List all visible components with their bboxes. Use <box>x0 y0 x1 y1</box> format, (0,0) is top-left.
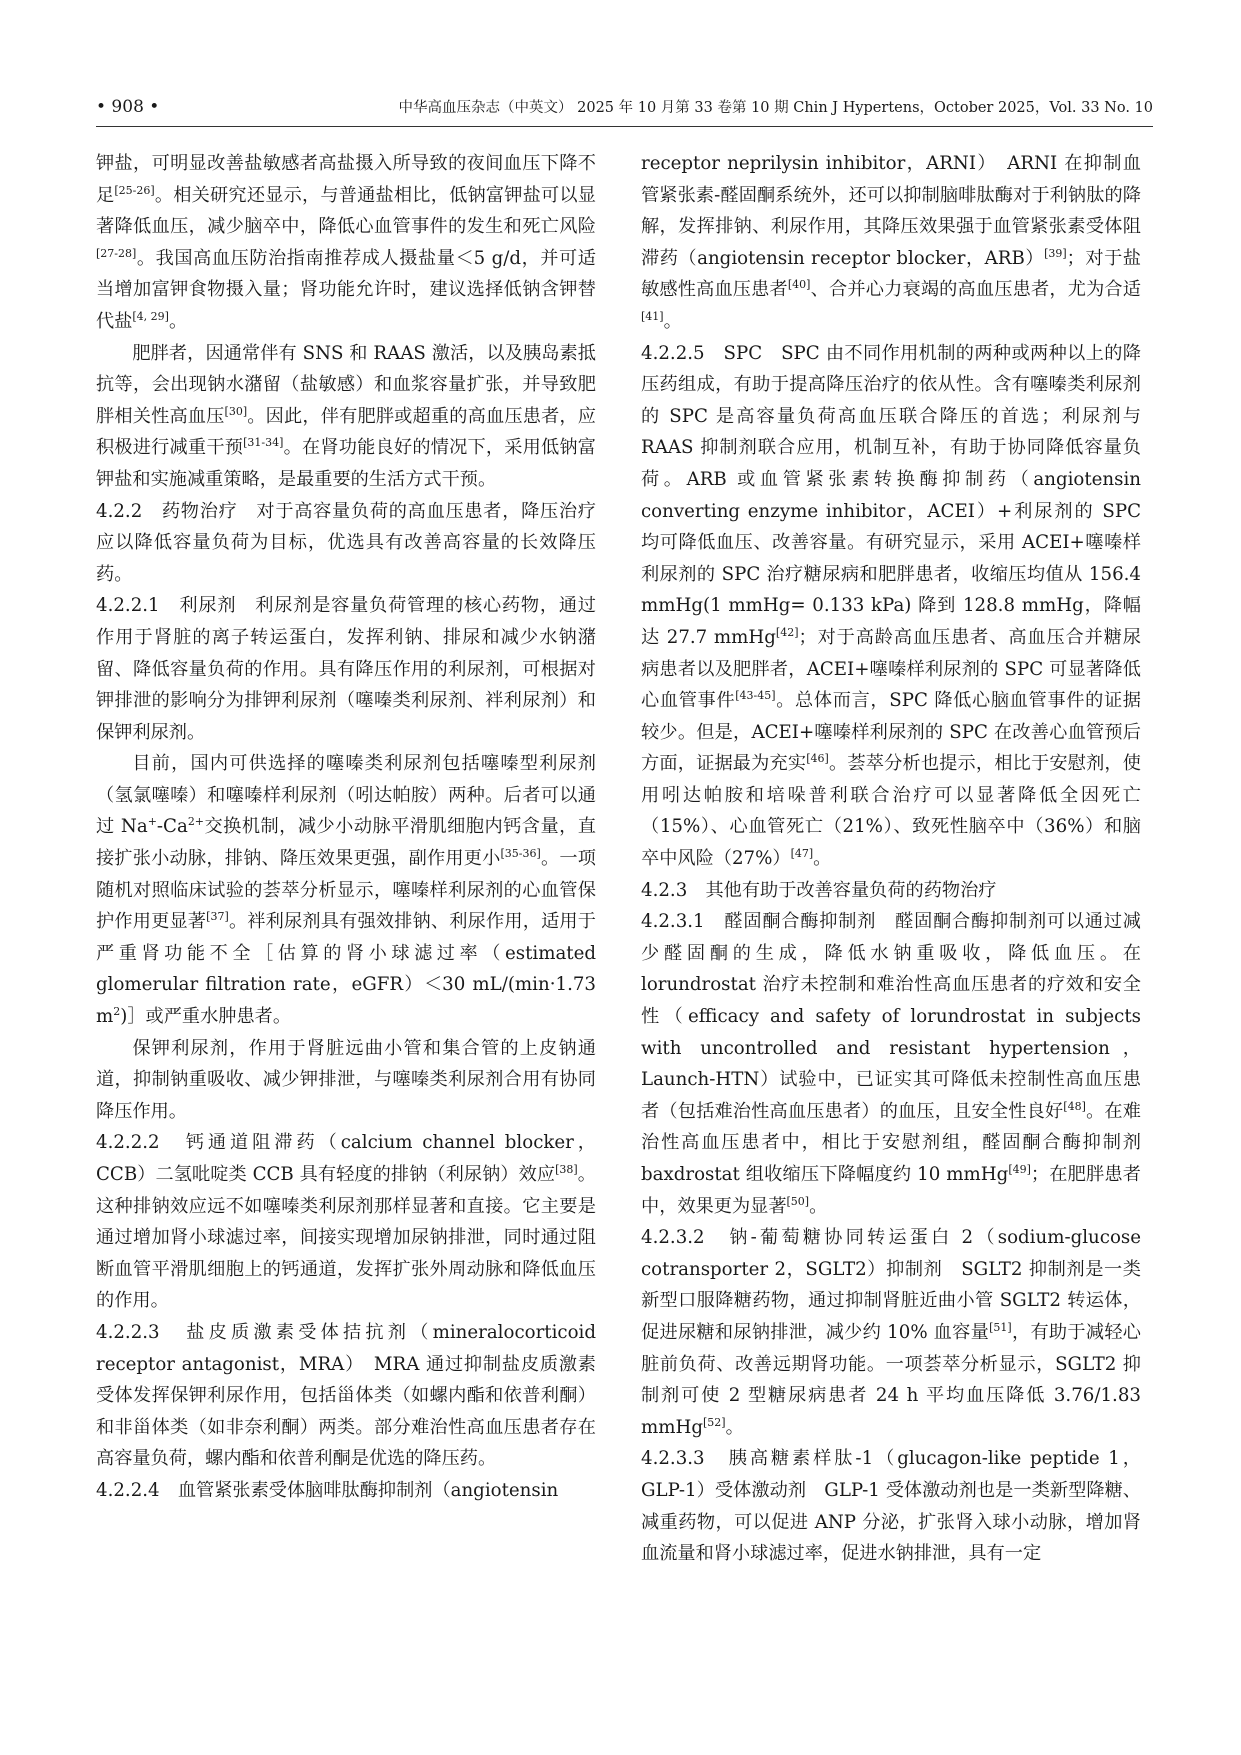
text-run: -Ca <box>156 816 188 838</box>
text-run: ；对于高龄高血压患者、高血压合并糖尿病患者以及肥胖者，ACEI+噻嗪样利尿剂的 SPC 可显著降低心血管事件 <box>641 626 1141 712</box>
text-run: 4.2.3.3 胰高糖素样肽-1（glucagon-like peptide 1，GLP-1）受体激动剂 GLP-1 受体激动剂也是一类新型降糖、减重药物，可以促进 ANP 分泌，扩张肾入球小动脉，增加肾血流量和肾小球滤过率，促进水钠排泄，具有一定 <box>641 1448 1141 1565</box>
text-run: 。相关研究还显示，与普通盐相比，低钠富钾盐可以显著降低血压，减少脑卒中，降低心血管事件的发生和死亡风险 <box>96 184 596 238</box>
text-run: 4.2.2.3 盐皮质激素受体拮抗剂（mineralocorticoid receptor antagonist，MRA） MRA 通过抑制盐皮质激素受体发挥保钾利尿作用，包括甾体类（如螺内酯和依普利酮）和非甾体类（如非奈利酮）两类。部分难治性高血压患者存在高容量负荷，螺内酯和依普利酮是优选的降压药。 <box>96 1321 596 1470</box>
text-run: 。 <box>725 1416 744 1438</box>
paragraph-p9 <box>96 1475 596 1507</box>
citation-superscript: [31-34] <box>243 436 284 450</box>
text-run: 4.2.3.1 醛固酮合酶抑制剂 醛固酮合酶抑制剂可以通过减少醛固酮的生成，降低水钠重吸收，降低血压。在 lorundrostat 治疗未控制和难治性高血压患者的疗效和安全性（efficacy and safety of lorundrostat in subjects with uncontrolled and resistant hypertension，Launch-HTN）试验中，已证实其可降低未控制性高血压患者（包括难治性高血压患者）的血压，且安全性良好 <box>641 911 1141 1122</box>
journal-info: 中华高血压杂志（中英文） 2025 年 10 月第 33 卷第 10 期 Chin J Hypertens，October 2025，Vol. 33 No. 10 <box>398 100 1153 116</box>
paragraph-p7 <box>96 1127 596 1317</box>
citation-superscript: [40] <box>787 278 811 292</box>
paragraph-p6 <box>96 1033 596 1128</box>
paragraph-q3 <box>641 875 1141 907</box>
text-run: 。这种排钠效应远不如噻嗪类利尿剂那样显著和直接。它主要是通过增加肾小球滤过率，间接实现增加尿钠排泄，同时通过阻断血管平滑肌细胞上的钙通道，发挥扩张外周动脉和降低血压的作用。 <box>96 1164 596 1312</box>
citation-superscript: [41] <box>641 309 664 323</box>
citation-superscript: [38] <box>555 1162 578 1176</box>
text-run: 。袢利尿剂具有强效排钠、利尿作用，适用于严重肾功能不全［估算的肾小球滤过率（estimated glomerular filtration rate，eGFR）＜30 mL/(min·1.73 m <box>96 911 596 1028</box>
text-run: 。 <box>663 310 682 332</box>
citation-superscript: [27-28] <box>96 246 137 260</box>
citation-superscript: 2+ <box>187 815 205 829</box>
text-run: 4.2.2.5 SPC SPC 由不同作用机制的两种或两种以上的降压药组成，有助于提高降压治疗的依从性。含有噻嗪类利尿剂的 SPC 是高容量负荷高血压联合降压的首选；利尿剂与 RAAS 抑制剂联合应用，机制互补，有助于协同降低容量负荷。ARB 或血管紧张素转换酶抑制药（angiotensin converting enzyme inhibitor，ACEI）+利尿剂的 SPC 均可降低血压、改善容量。有研究显示，采用 ACEI+噻嗪样利尿剂的 SPC 治疗糖尿病和肥胖患者，收缩压均值从 156.4 mmHg(1 mmHg= 0.133 kPa) 降到 128.8 mmHg，降幅达 27.7 mmHg <box>641 342 1141 648</box>
citation-superscript: [35-36] <box>500 847 541 860</box>
citation-superscript: + <box>147 815 157 829</box>
paragraph-p8 <box>96 1317 596 1475</box>
citation-superscript: [43-45] <box>735 689 776 703</box>
citation-superscript: [47] <box>790 847 814 860</box>
text-run: receptor neprilysin inhibitor，ARNI） ARNI 在抑制血管紧张素-醛固酮系统外，还可以抑制脑啡肽酶对于利钠肽的降解，发挥排钠、利尿作用，其降压效果强于血管紧张素受体阻滞药（angiotensin receptor blocker，ARB） <box>641 153 1141 269</box>
paragraph-p1 <box>96 148 596 338</box>
text-run: ，有助于减轻心脏前负荷、改善远期肾功能。一项荟萃分析显示，SGLT2 抑制剂可使 2 型糖尿病患者 24 h 平均血压降低 3.76/1.83 mmHg <box>641 1321 1141 1438</box>
paragraph-q5 <box>641 1222 1141 1443</box>
text-run: 。 <box>813 848 832 870</box>
text-run: 4.2.2.1 利尿剂 利尿剂是容量负荷管理的核心药物，通过作用于肾脏的离子转运蛋白，发挥利钠、排尿和减少水钠潴留、降低容量负荷的作用。具有降压作用的利尿剂，可根据对钾排泄的影响分为排钾利尿剂（噻嗪类利尿剂、袢利尿剂）和保钾利尿剂。 <box>96 595 596 743</box>
paragraph-q4 <box>641 906 1141 1222</box>
citation-superscript: [4, 29] <box>132 309 169 323</box>
citation-superscript: [39] <box>1044 246 1067 260</box>
paragraph-q2 <box>641 338 1141 875</box>
citation-superscript: [51] <box>989 1320 1012 1334</box>
text-run: 。 <box>168 310 188 332</box>
citation-superscript: [48] <box>1063 1099 1086 1113</box>
text-run: 。 <box>809 1195 828 1217</box>
citation-superscript: [50] <box>786 1194 810 1208</box>
text-run: 4.2.3.2 钠-葡萄糖协同转运蛋白 2（sodium-glucose cotransporter 2，SGLT2）抑制剂 SGLT2 抑制剂是一类新型口服降糖药物，通过抑制肾脏近曲小管 SGLT2 转运体，促进尿糖和尿钠排泄，减少约 10% 血容量 <box>641 1227 1141 1343</box>
text-run: 。在肾功能良好的情况下，采用低钠富钾盐和实施减重策略，是最重要的生活方式干预。 <box>96 437 596 490</box>
text-run: 4.2.2 药物治疗 对于高容量负荷的高血压患者，降压治疗应以降低容量负荷为目标，优选具有改善高容量的长效降压药。 <box>96 500 596 585</box>
text-run: ；对于盐敏感性高血压患者 <box>641 247 1141 301</box>
citation-superscript: 2 <box>113 1004 121 1018</box>
page-number: • 908 • <box>96 97 160 117</box>
text-run: 。我国高血压防治指南推荐成人摄盐量＜5 g/d，并可适当增加富钾食物摄入量；肾功能允许时，建议选择低钠含钾替代盐 <box>96 247 596 332</box>
citation-superscript: [49] <box>1008 1162 1031 1176</box>
text-run: 。荟萃分析也提示，相比于安慰剂，使用吲达帕胺和培哚普利联合治疗可以显著降低全因死亡（15%）、心血管死亡（21%）、致死性脑卒中（36%）和脑卒中风险（27%） <box>641 753 1141 870</box>
left-column <box>96 148 596 1507</box>
text-run: 交换机制，减少小动脉平滑肌细胞内钙含量，直接扩张小动脉，排钠、降压效果更强，副作用更小 <box>96 816 596 870</box>
citation-superscript: [42] <box>775 625 799 639</box>
text-run: 。一项随机对照临床试验的荟萃分析显示，噻嗪样利尿剂的心血管保护作用更显著 <box>96 848 596 933</box>
citation-superscript: [46] <box>806 752 829 766</box>
text-run: 。在难治性高血压患者中，相比于安慰剂组，醛固酮合酶抑制剂 baxdrostat 组收缩压下降幅度约 10 mmHg <box>641 1100 1141 1185</box>
citation-superscript: [52] <box>703 1415 726 1429</box>
paragraph-q6 <box>641 1443 1141 1569</box>
right-column <box>641 148 1141 1570</box>
text-run: 保钾利尿剂，作用于肾脏远曲小管和集合管的上皮钠通道，抑制钠重吸收、减少钾排泄，与噻嗪类利尿剂合用有协同降压作用。 <box>96 1037 596 1122</box>
paragraph-p4 <box>96 590 596 748</box>
text-run: 4.2.2.2 钙通道阻滞药（calcium channel blocker，CCB）二氢吡啶类 CCB 具有轻度的排钠（利尿钠）效应 <box>96 1132 596 1185</box>
text-run: 肥胖者，因通常伴有 SNS 和 RAAS 激活，以及胰岛素抵抗等，会出现钠水潴留（盐敏感）和血浆容量扩张，并导致肥胖相关性高血压 <box>96 342 596 427</box>
text-run: )］或严重水肿患者。 <box>120 1006 292 1028</box>
citation-superscript: [25-26] <box>114 183 155 197</box>
text-run: 4.2.3 其他有助于改善容量负荷的药物治疗 <box>641 879 997 901</box>
text-run: 目前，国内可供选择的噻嗪类利尿剂包括噻嗪型利尿剂（氢氯噻嗪）和噻嗪样利尿剂（吲达帕胺）两种。后者可以通过 Na <box>96 753 596 838</box>
paragraph-q1 <box>641 148 1141 338</box>
text-run: ；在肥胖患者中，效果更为显著 <box>641 1164 1141 1217</box>
citation-superscript: [37] <box>206 910 229 924</box>
paragraph-p3 <box>96 496 596 591</box>
page-header <box>96 96 1153 127</box>
paragraph-p5 <box>96 748 596 1032</box>
paragraph-p2 <box>96 338 596 496</box>
text-run: 、合并心力衰竭的高血压患者，尤为合适 <box>810 279 1141 301</box>
text-run: 。因此，伴有肥胖或超重的高血压患者，应积极进行减重干预 <box>96 405 596 459</box>
text-run: 。总体而言，SPC 降低心脑血管事件的证据较少。但是，ACEI+噻嗪样利尿剂的 SPC 在改善心血管预后方面，证据最为充实 <box>641 690 1141 775</box>
text-run: 4.2.2.4 血管紧张素受体脑啡肽酶抑制剂（angiotensin <box>96 1479 559 1501</box>
citation-superscript: [30] <box>224 404 248 418</box>
text-run: 钾盐，可明显改善盐敏感者高盐摄入所导致的夜间血压下降不足 <box>96 153 596 206</box>
